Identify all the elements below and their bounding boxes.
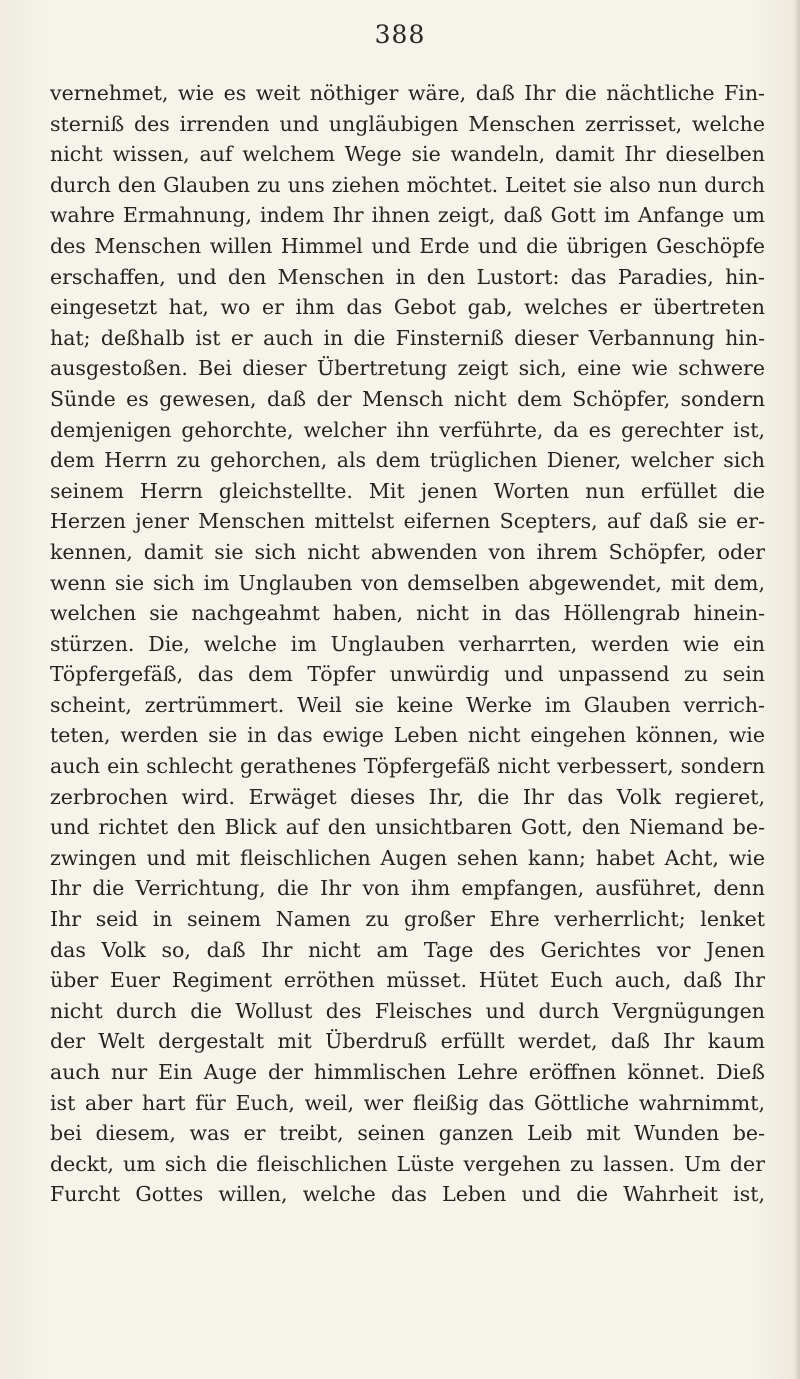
page-number: 388 — [374, 20, 426, 49]
text-line: und richtet den Blick auf den unsichtbaren Gott, den Niemand be- — [50, 815, 765, 840]
text-line: Ihr seid in seinem Namen zu großer Ehre verherrlicht; lenket — [50, 907, 765, 932]
text-line: ausgestoßen. Bei dieser Übertretung zeigt sich, eine wie schwere — [50, 356, 765, 381]
text-line: wenn sie sich im Unglauben von demselben abgewendet, mit dem, — [50, 570, 765, 595]
text-line: seinem Herrn gleichstellte. Mit jenen Worten nun erfüllet die — [50, 478, 765, 503]
text-line: deckt, um sich die fleischlichen Lüste vergehen zu lassen. Um der — [50, 1151, 765, 1176]
text-line: hat; deßhalb ist er auch in die Finsterniß dieser Verbannung hin- — [50, 325, 765, 350]
text-line: dem Herrn zu gehorchen, als dem trüglichen Diener, welcher sich — [50, 448, 765, 473]
text-line: nicht wissen, auf welchem Wege sie wandeln, damit Ihr dieselben — [50, 142, 765, 167]
text-line: scheint, zertrümmert. Weil sie keine Werke im Glauben verrich- — [50, 692, 765, 717]
text-line: Töpfergefäß, das dem Töpfer unwürdig und unpassend zu sein — [50, 662, 765, 687]
text-line: durch den Glauben zu uns ziehen möchtet. Leitet sie also nun durch — [50, 172, 765, 197]
text-line: stürzen. Die, welche im Unglauben verharrten, werden wie ein — [50, 631, 765, 656]
text-line: eingesetzt hat, wo er ihm das Gebot gab, welches er übertreten — [50, 295, 765, 320]
text-line: über Euer Regiment erröthen müsset. Hütet Euch auch, daß Ihr — [50, 968, 765, 993]
text-line: erschaffen, und den Menschen in den Lustort: das Paradies, hin- — [50, 264, 765, 289]
text-line: Sünde es gewesen, daß der Mensch nicht dem Schöpfer, sondern — [50, 386, 765, 411]
text-line: sterniß des irrenden und ungläubigen Menschen zerrisset, welche — [50, 111, 765, 136]
text-line: welchen sie nachgeahmt haben, nicht in das Höllengrab hinein- — [50, 601, 765, 626]
text-line: bei diesem, was er treibt, seinen ganzen Leib mit Wunden be- — [50, 1121, 765, 1146]
text-line: vernehmet, wie es weit nöthiger wäre, daß Ihr die nächtliche Fin- — [50, 81, 765, 105]
text-line: Herzen jener Menschen mittelst eifernen Scepters, auf daß sie er- — [50, 509, 765, 534]
text-line: das Volk so, daß Ihr nicht am Tage des Gerichtes vor Jenen — [50, 937, 765, 962]
text-line: der Welt dergestalt mit Überdruß erfüllt werdet, daß Ihr kaum — [50, 1029, 765, 1054]
text-line: Furcht Gottes willen, welche das Leben und die Wahrheit ist, — [50, 1182, 765, 1207]
text-line: auch ein schlecht gerathenes Töpfergefäß nicht verbessert, sondern — [50, 754, 765, 779]
text-line: Ihr die Verrichtung, die Ihr von ihm empfangen, ausführet, denn — [50, 876, 765, 901]
text-line: nicht durch die Wollust des Fleisches und durch Vergnügungen — [50, 998, 765, 1023]
text-line: des Menschen willen Himmel und Erde und die übrigen Geschöpfe — [50, 233, 765, 258]
text-line: demjenigen gehorchte, welcher ihn verführte, da es gerechter ist, — [50, 417, 765, 442]
text-line: zerbrochen wird. Erwäget dieses Ihr, die Ihr das Volk regieret, — [50, 784, 765, 809]
text-line: kennen, damit sie sich nicht abwenden von ihrem Schöpfer, oder — [50, 539, 765, 564]
text-line: wahre Ermahnung, indem Ihr ihnen zeigt, daß Gott im Anfange um — [50, 203, 765, 228]
page-edge-shadow — [794, 0, 800, 1379]
text-line: teten, werden sie in das ewige Leben nicht eingehen können, wie — [50, 723, 765, 748]
text-line: auch nur Ein Auge der himmlischen Lehre eröffnen könnet. Dieß — [50, 1060, 765, 1084]
body-text — [50, 78, 765, 1210]
text-line: ist aber hart für Euch, weil, wer fleißig das Göttliche wahrnimmt, — [50, 1090, 765, 1115]
text-line: zwingen und mit fleischlichen Augen sehen kann; habet Acht, wie — [50, 845, 765, 870]
